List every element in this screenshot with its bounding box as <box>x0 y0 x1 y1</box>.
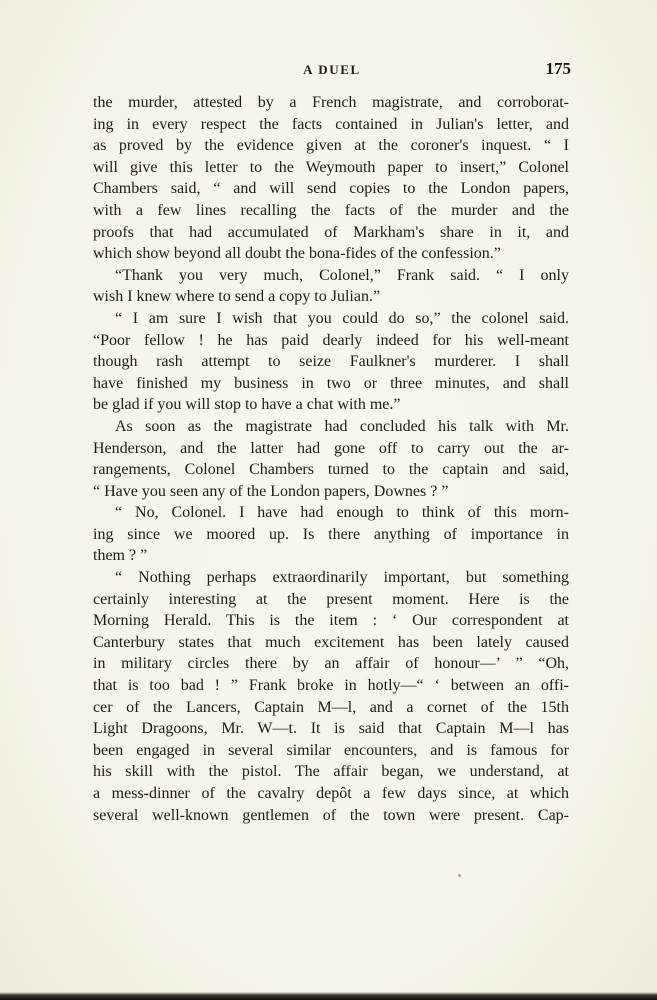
body-text <box>93 92 569 826</box>
text-line: proofs that had accumulated of Markham's share in it, and <box>93 223 569 241</box>
text-line: wish I knew where to send a copy to Julian.” <box>93 288 381 306</box>
text-line: “Poor fellow ! he has paid dearly indeed for his well-meant <box>93 331 569 349</box>
text-line: As soon as the magistrate had concluded his talk with Mr. <box>115 417 569 435</box>
text-line: “ Have you seen any of the London papers, Downes ? ” <box>93 482 449 500</box>
page-header <box>93 60 571 82</box>
paper-speck <box>458 874 461 877</box>
text-line: been engaged in several similar encounters, and is famous for <box>93 741 569 759</box>
page-number: 175 <box>545 59 571 78</box>
text-line: as proved by the evidence given at the coroner's inquest. “ I <box>93 137 569 155</box>
text-line: Canterbury states that much excitement has been lately caused <box>93 633 569 651</box>
text-line: rangements, Colonel Chambers turned to the captain and said, <box>93 461 569 479</box>
text-line: a mess-dinner of the cavalry depôt a few days since, at which <box>93 785 569 802</box>
text-line: Chambers said, “ and will send copies to the London papers, <box>93 180 569 198</box>
text-line: will give this letter to the Weymouth paper to insert,” Colonel <box>93 158 569 176</box>
text-line: cer of the Lancers, Captain M—l, and a cornet of the 15th <box>93 698 569 716</box>
text-line: Henderson, and the latter had gone off to carry out the ar- <box>93 439 569 457</box>
running-head: A DUEL <box>303 62 361 77</box>
text-line: ing since we moored up. Is there anything of importance in <box>93 525 569 543</box>
text-line: though rash attempt to seize Faulkner's murderer. I shall <box>93 353 569 371</box>
text-line: be glad if you will stop to have a chat with me.” <box>93 396 401 414</box>
text-line: the murder, attested by a French magistrate, and corroborat- <box>93 94 569 111</box>
page-bottom-edge <box>0 992 657 1000</box>
text-line: certainly interesting at the present moment. Here is the <box>93 590 569 608</box>
text-line: “ Nothing perhaps extraordinarily important, but something <box>115 569 569 587</box>
text-line: “ I am sure I wish that you could do so,” the colonel said. <box>115 309 569 327</box>
text-line: his skill with the pistol. The affair began, we understand, at <box>93 763 569 781</box>
text-line: with a few lines recalling the facts of the murder and the <box>93 201 569 219</box>
text-line: which show beyond all doubt the bona-fides of the confession.” <box>93 245 501 263</box>
text-line: Light Dragoons, Mr. W—t. It is said that Captain M—l has <box>93 720 569 738</box>
text-line: that is too bad ! ” Frank broke in hotly—“ ‘ between an offi- <box>93 677 569 695</box>
text-line: Morning Herald. This is the item : ‘ Our correspondent at <box>93 612 569 630</box>
text-line: them ? ” <box>93 547 148 565</box>
text-line: “Thank you very much, Colonel,” Frank said. “ I only <box>115 266 569 284</box>
text-line: in military circles there by an affair of honour—’ ” “Oh, <box>93 655 569 673</box>
text-line: have finished my business in two or three minutes, and shall <box>93 374 569 392</box>
text-line: ing in every respect the facts contained in Julian's letter, and <box>93 115 569 133</box>
text-line: “ No, Colonel. I have had enough to think of this morn- <box>115 504 569 522</box>
text-line: several well-known gentlemen of the town were present. Cap- <box>93 806 569 824</box>
